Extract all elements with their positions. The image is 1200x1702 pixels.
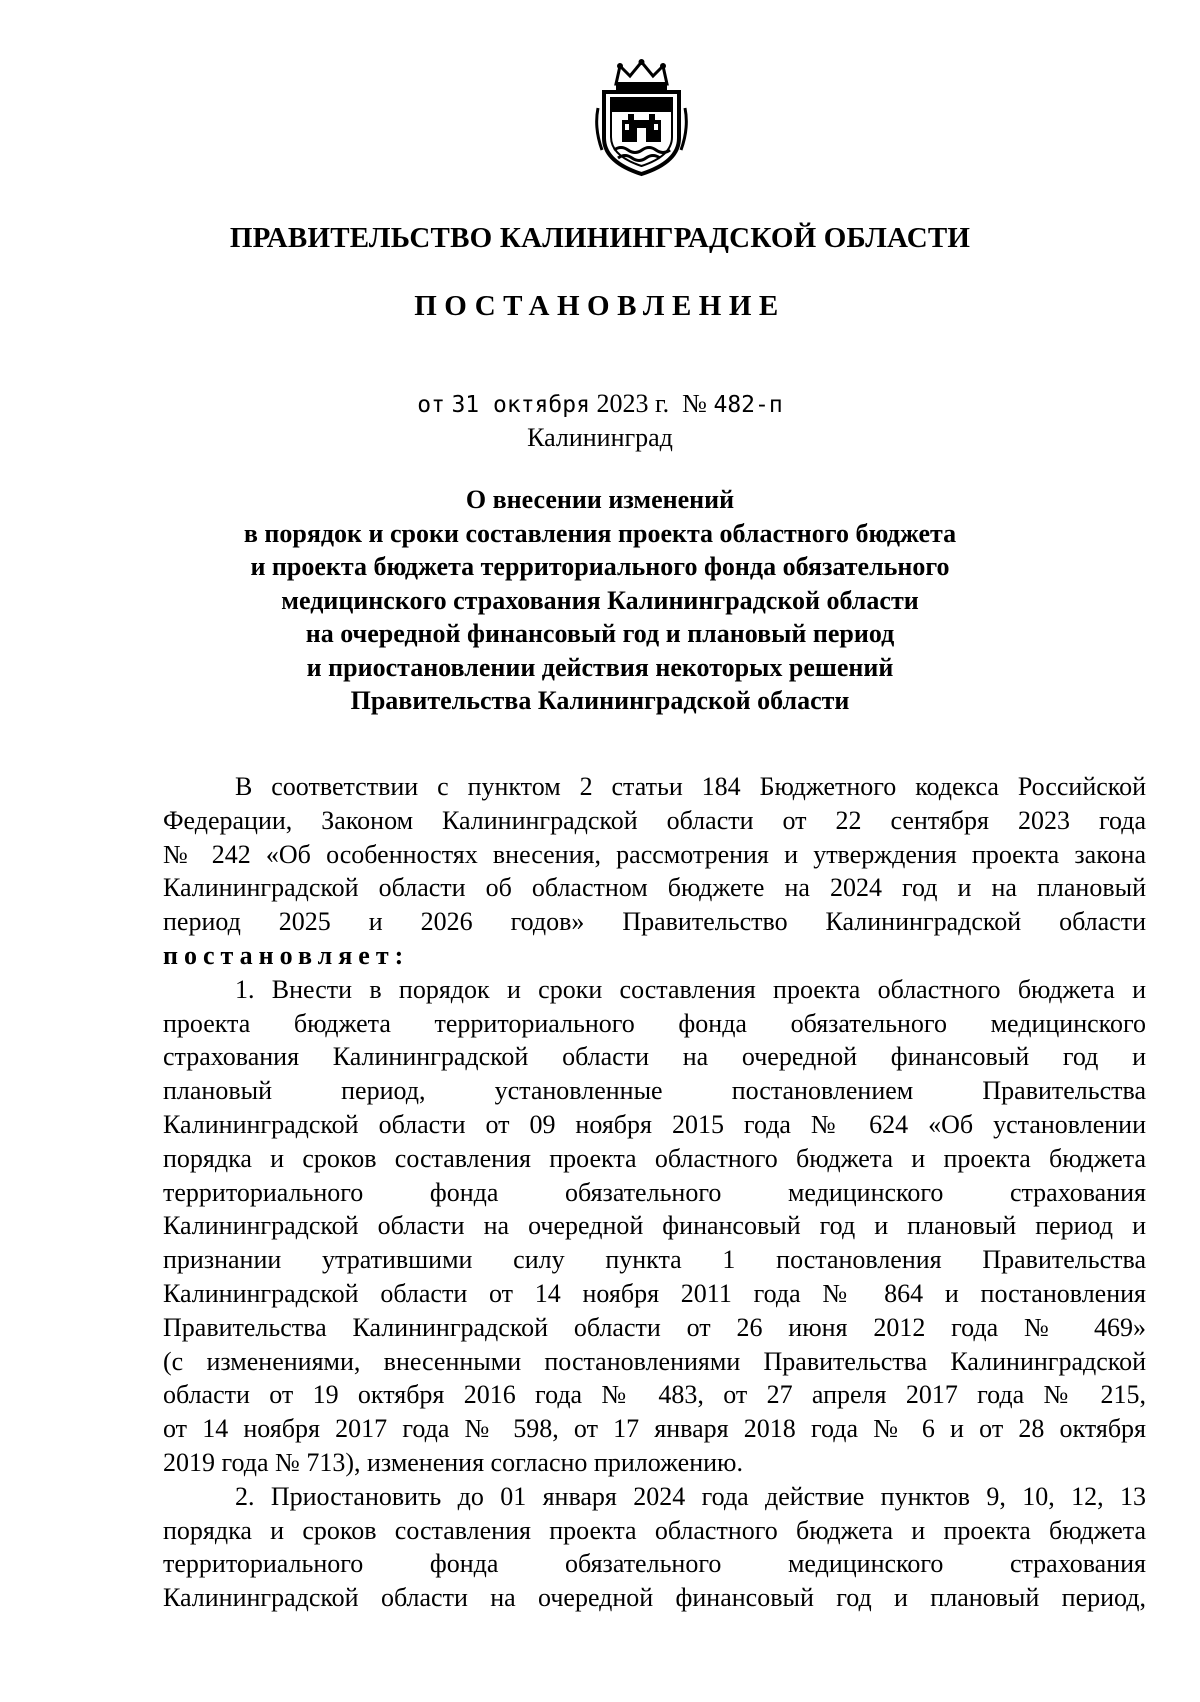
document-date-number xyxy=(0,388,1200,421)
body-line: Калининградской области от 14 ноября 2011 года № 864 и постановления xyxy=(163,1278,1146,1308)
body-line: Калининградской области от 09 ноября 2015 года № 624 «Об установлении xyxy=(163,1109,1146,1139)
body-line: территориального фонда обязательного медицинского страхования xyxy=(163,1177,1146,1207)
body-line: признании утратившими силу пункта 1 постановления Правительства xyxy=(163,1245,1146,1275)
body-line: порядка и сроков составления проекта областного бюджета и проекта бюджета xyxy=(163,1515,1146,1545)
date-prefix: от xyxy=(417,392,445,418)
body-line: 2. Приостановить до 01 января 2024 года действие пунктов 9, 10, 12, 13 xyxy=(235,1481,1146,1511)
body-line: порядка и сроков составления проекта областного бюджета и проекта бюджета xyxy=(163,1143,1146,1173)
resolution-word: постановляет: xyxy=(163,940,410,970)
government-name: ПРАВИТЕЛЬСТВО КАЛИНИНГРАДСКОЙ ОБЛАСТИ xyxy=(229,222,971,254)
body-line: 1. Внести в порядок и сроки составления проекта областного бюджета и xyxy=(235,974,1146,1004)
document-title xyxy=(0,483,1200,718)
document-number: 482-п xyxy=(713,392,783,418)
title-line: в порядок и сроки составления проекта областного бюджета xyxy=(243,518,957,548)
document-body xyxy=(163,770,1146,1615)
number-sign: № xyxy=(682,389,707,418)
title-line: на очередной финансовый год и плановый период xyxy=(305,619,895,648)
body-line: № 242 «Об особенностях внесения, рассмотрения и утверждения проекта закона xyxy=(163,839,1146,869)
body-line: проекта бюджета территориального фонда обязательного медицинского xyxy=(163,1008,1146,1038)
body-line: (с изменениями, внесенными постановлениями Правительства Калининградской xyxy=(163,1346,1146,1376)
title-line: О внесении изменений xyxy=(465,485,735,514)
body-line: период 2025 и 2026 годов» Правительство Калининградской области xyxy=(163,907,1146,937)
body-line: Калининградской области об областном бюджете на 2024 год и на плановый xyxy=(163,873,1146,903)
title-line: Правительства Калининградской области xyxy=(350,686,850,715)
title-line: и приостановлении действия некоторых решений xyxy=(306,652,894,682)
document-type: ПОСТАНОВЛЕНИЕ xyxy=(414,290,786,322)
body-line: Калининградской области на очередной финансовый год и плановый период, xyxy=(163,1583,1146,1613)
body-line: 2019 года № 713), изменения согласно приложению. xyxy=(163,1447,743,1477)
body-line: области от 19 октября 2016 года № 483, от 27 апреля 2017 года № 215, xyxy=(163,1380,1146,1410)
document-city: Калининград xyxy=(527,423,673,452)
body-line: территориального фонда обязательного медицинского страхования xyxy=(163,1549,1146,1579)
coat-of-arms-icon xyxy=(594,58,689,178)
body-line: В соответствии с пунктом 2 статьи 184 Бюджетного кодекса Российской xyxy=(235,772,1146,801)
coat-of-arms-graphic xyxy=(594,58,689,178)
body-line: плановый период, установленные постановлением Правительства xyxy=(163,1076,1146,1106)
body-line: от 14 ноября 2017 года № 598, от 17 января 2018 года № 6 и от 28 октября xyxy=(163,1414,1146,1444)
document-year: 2023 г. xyxy=(596,389,670,418)
title-line: и проекта бюджета территориального фонда обязательного xyxy=(250,552,950,581)
body-line: Калининградской области на очередной финансовый год и плановый период и xyxy=(163,1211,1146,1241)
body-line: Федерации, Законом Калининградской области от 22 сентября 2023 года xyxy=(163,805,1146,835)
body-line: страхования Калининградской области на очередной финансовый год и xyxy=(163,1042,1146,1072)
document-date: 31 октября xyxy=(451,392,590,418)
title-line: медицинского страхования Калининградской области xyxy=(281,585,919,615)
body-line: Правительства Калининградской области от 26 июня 2012 года № 469» xyxy=(163,1312,1146,1342)
